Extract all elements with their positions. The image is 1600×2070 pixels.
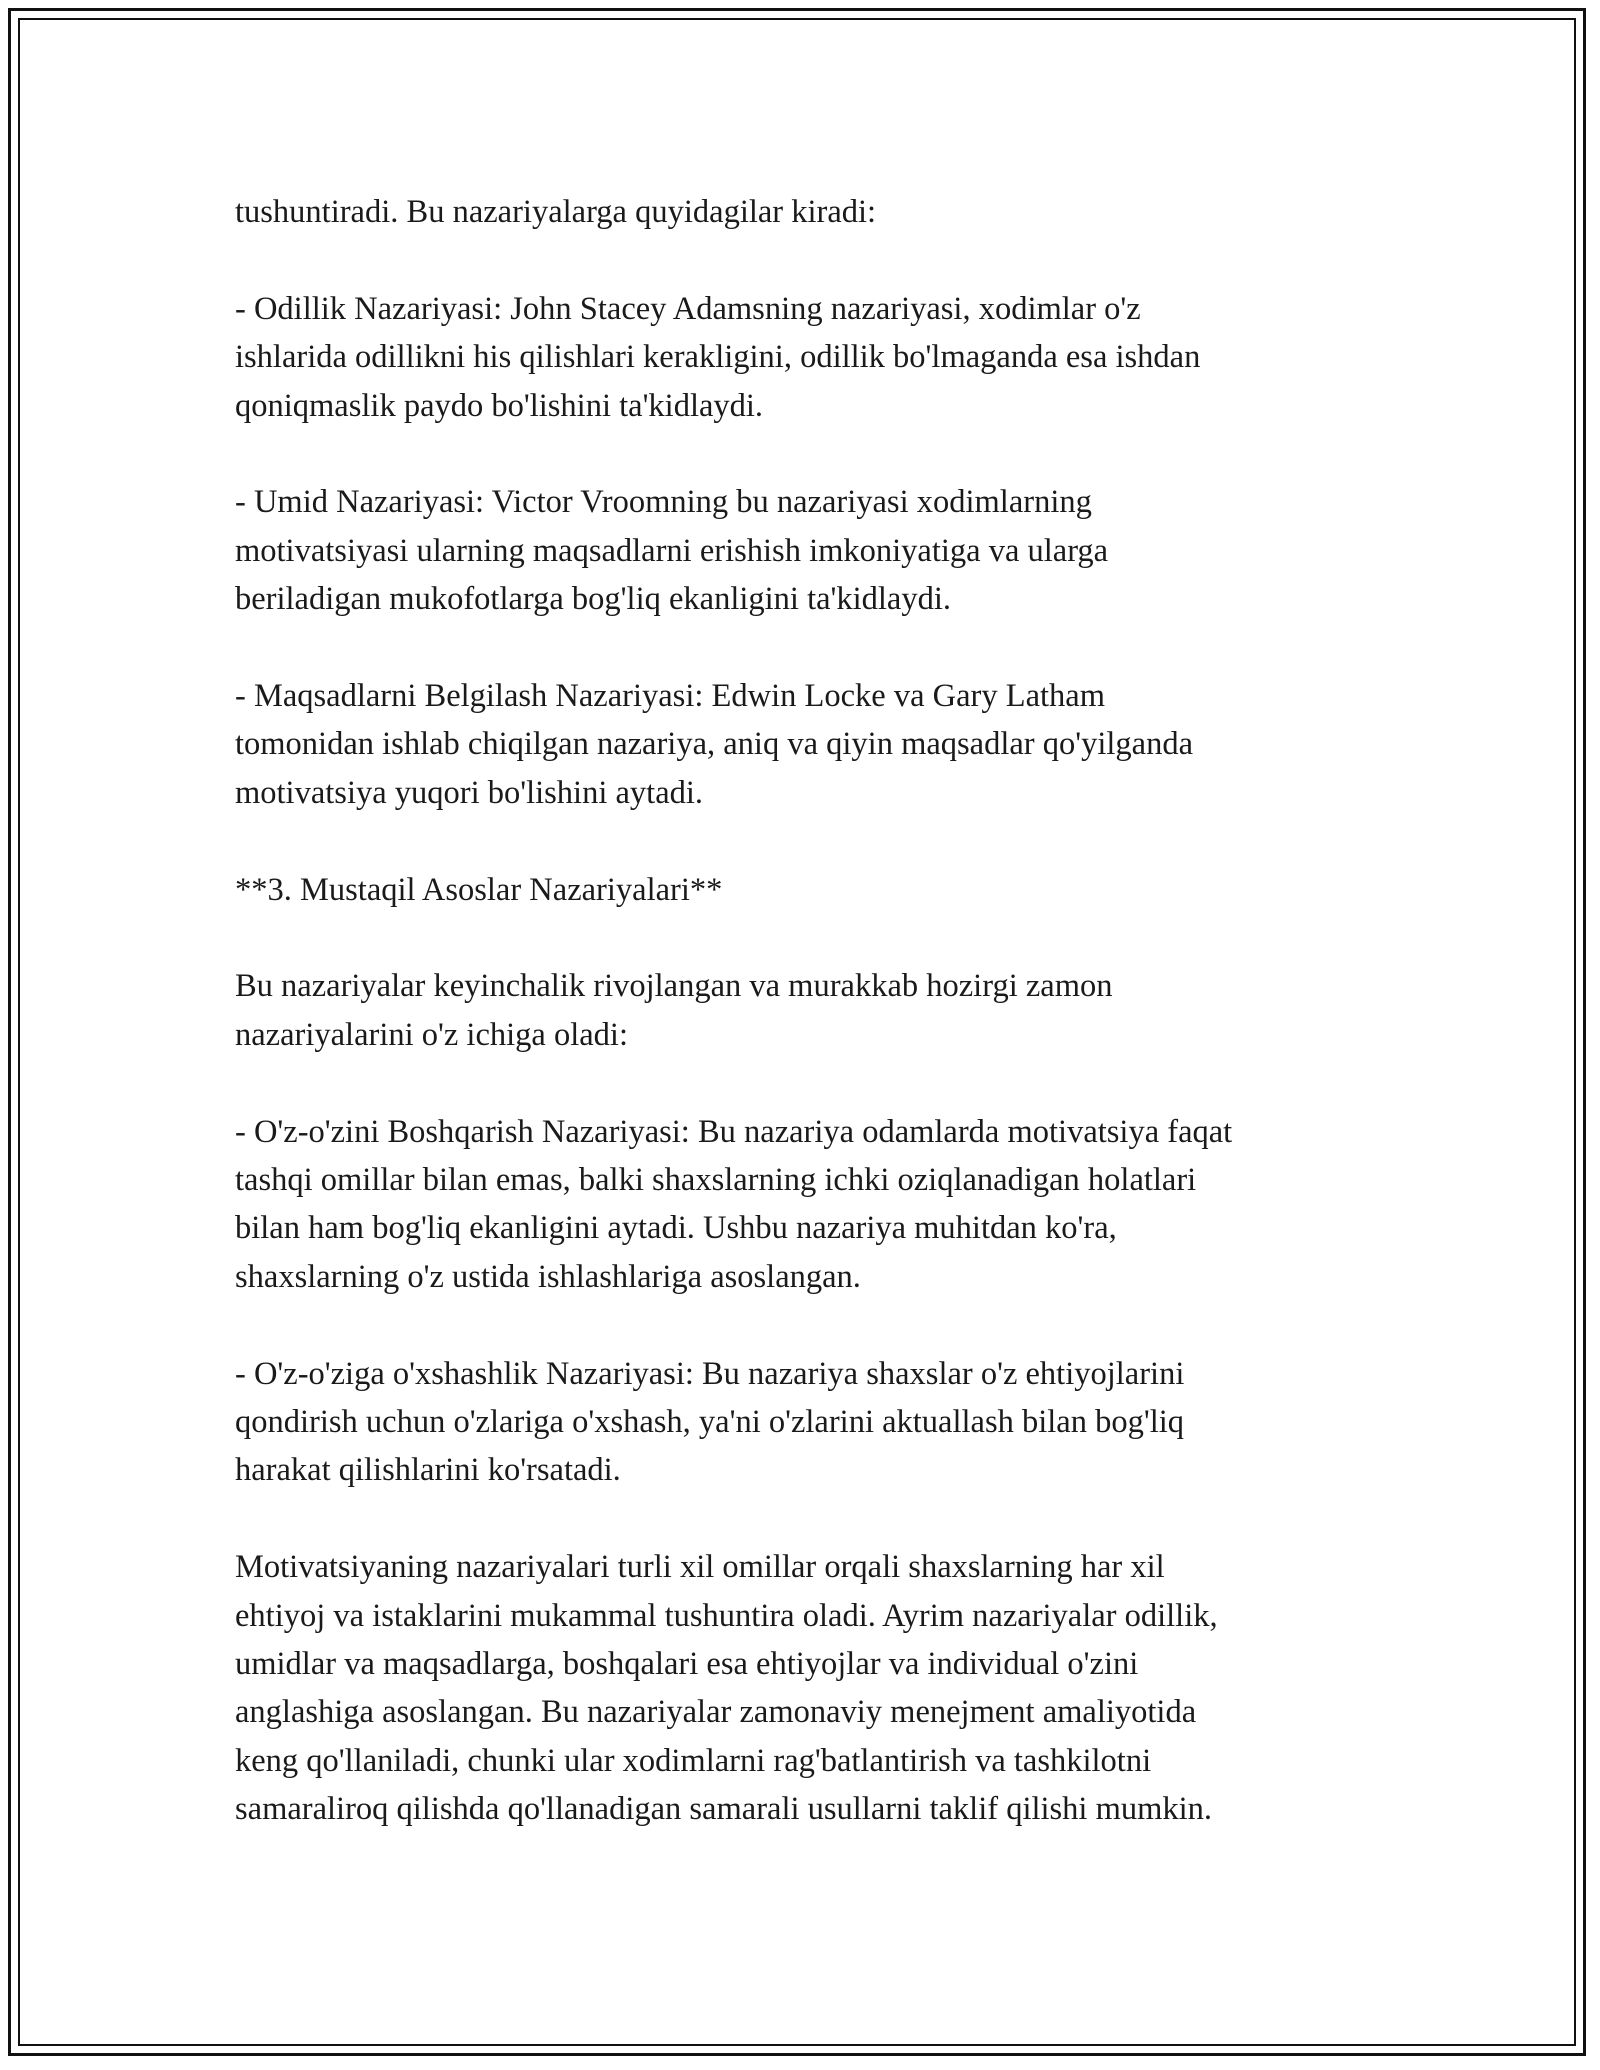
paragraph bbox=[235, 188, 1375, 236]
text-line: keng qo'llaniladi, chunki ular xodimlarni rag'batlantirish va tashkilotni bbox=[235, 1742, 1152, 1779]
text-line: tomonidan ishlab chiqilgan nazariya, aniq va qiyin maqsadlar qo'yilganda bbox=[235, 726, 1194, 763]
text-line: Bu nazariyalar keyinchalik rivojlangan va murakkab hozirgi zamon bbox=[235, 968, 1113, 1005]
paragraph bbox=[235, 478, 1375, 623]
text-line: **3. Mustaqil Asoslar Nazariyalari** bbox=[235, 871, 723, 908]
text-line: - O'z-o'ziga o'xshashlik Nazariyasi: Bu nazariya shaxslar o'z ehtiyojlarini bbox=[235, 1355, 1185, 1392]
text-line: umidlar va maqsadlarga, boshqalari esa ehtiyojlar va individual o'zini bbox=[235, 1646, 1139, 1683]
paragraph bbox=[235, 1543, 1375, 1833]
text-line: samaraliroq qilishda qo'llanadigan samarali usullarni taklif qilishi mumkin. bbox=[235, 1791, 1213, 1828]
text-line: shaxslarning o'z ustida ishlashlariga asoslangan. bbox=[235, 1258, 861, 1295]
text-line: beriladigan mukofotlarga bog'liq ekanligini ta'kidlaydi. bbox=[235, 581, 952, 618]
text-line: - Odillik Nazariyasi: John Stacey Adamsning nazariyasi, xodimlar o'z bbox=[235, 290, 1141, 327]
text-line: ishlarida odillikni his qilishlari kerakligini, odillik bo'lmaganda esa ishdan bbox=[235, 339, 1201, 376]
text-line: tashqi omillar bilan emas, balki shaxslarning ichki oziqlanadigan holatlari bbox=[235, 1162, 1197, 1199]
text-line: harakat qilishlarini ko'rsatadi. bbox=[235, 1452, 621, 1489]
text-line: - Umid Nazariyasi: Victor Vroomning bu nazariyasi xodimlarning bbox=[235, 484, 1092, 521]
text-line: qoniqmaslik paydo bo'lishini ta'kidlaydi. bbox=[235, 387, 764, 424]
paragraph bbox=[235, 1108, 1375, 1302]
paragraph bbox=[235, 866, 1375, 914]
text-line: anglashiga asoslangan. Bu nazariyalar zamonaviy menejment amaliyotida bbox=[235, 1694, 1197, 1731]
text-line: - O'z-o'zini Boshqarish Nazariyasi: Bu nazariya odamlarda motivatsiya faqat bbox=[235, 1113, 1233, 1150]
text-line: qondirish uchun o'zlariga o'xshash, ya'ni o'zlarini aktuallash bilan bog'liq bbox=[235, 1404, 1185, 1441]
text-line: tushuntiradi. Bu nazariyalarga quyidagilar kiradi: bbox=[235, 194, 877, 230]
text-line: Motivatsiyaning nazariyalari turli xil omillar orqali shaxslarning har xil bbox=[235, 1549, 1165, 1586]
text-line: ehtiyoj va istaklarini mukammal tushuntira oladi. Ayrim nazariyalar odillik, bbox=[235, 1597, 1218, 1634]
text-line: nazariyalarini o'z ichiga oladi: bbox=[235, 1016, 628, 1053]
paragraph bbox=[235, 1350, 1375, 1495]
document-body bbox=[235, 188, 1375, 1882]
paragraph bbox=[235, 285, 1375, 430]
text-line: - Maqsadlarni Belgilash Nazariyasi: Edwin Locke va Gary Latham bbox=[235, 678, 1105, 715]
text-line: bilan ham bog'liq ekanligini aytadi. Ushbu nazariya muhitdan ko'ra, bbox=[235, 1210, 1117, 1247]
text-line: motivatsiya yuqori bo'lishini aytadi. bbox=[235, 774, 704, 811]
paragraph bbox=[235, 962, 1375, 1059]
paragraph bbox=[235, 672, 1375, 817]
text-line: motivatsiyasi ularning maqsadlarni erishish imkoniyatiga va ularga bbox=[235, 532, 1109, 569]
